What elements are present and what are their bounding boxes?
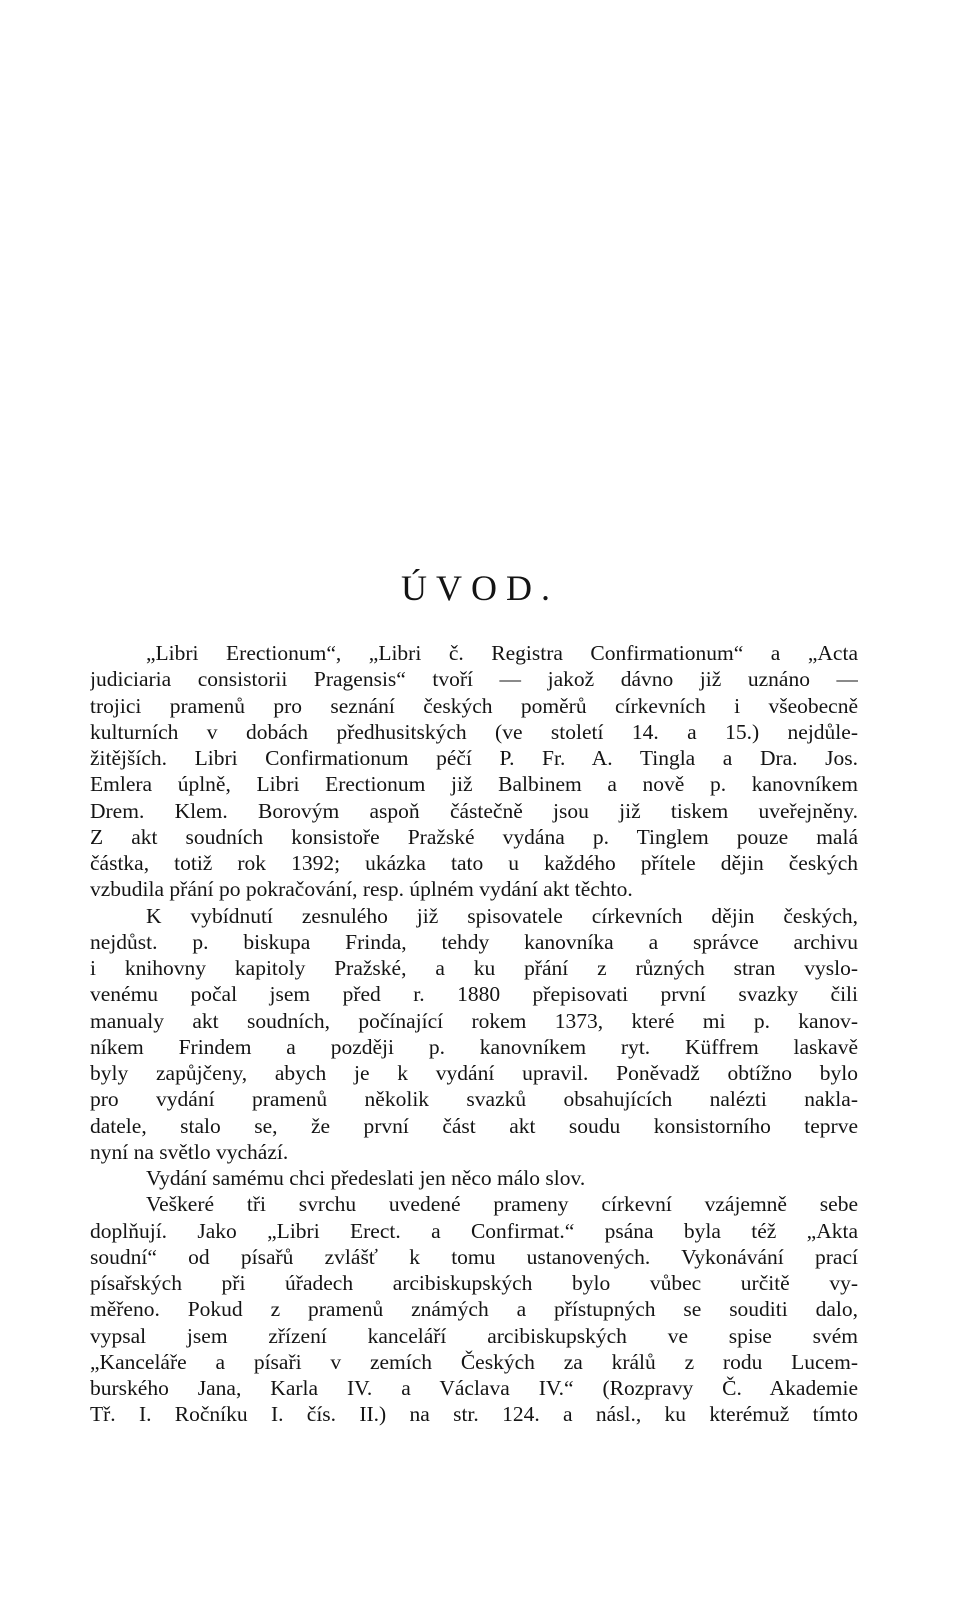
text-line: měřeno. Pokud z pramenů známých a přístupných se souditi dalo,	[90, 1297, 858, 1322]
text-line: Emlera úplně, Libri Erectionum již Balbinem a nově p. kanovníkem	[90, 772, 858, 797]
text-line: judiciaria consistorii Pragensis“ tvoří — jakož dávno již uznáno —	[90, 667, 858, 692]
text-line: „Kanceláře a písaři v zemích Českých za králů z rodu Lucem-	[90, 1349, 858, 1374]
text-line: nyní na světlo vychází.	[90, 1139, 289, 1164]
body-text	[90, 640, 858, 1428]
text-line: nejdůst. p. biskupa Frinda, tehdy kanovníka a správce archivu	[90, 929, 858, 954]
text-line: soudní“ od písařů zvlášť k tomu ustanovených. Vykonávání prací	[90, 1244, 858, 1269]
text-line: pro vydání pramenů několik svazků obsahujících nalézti nakla-	[90, 1087, 858, 1112]
text-line: Z akt soudních konsistoře Pražské vydána p. Tinglem pouze malá	[90, 824, 858, 849]
text-line: písařských při úřadech arcibiskupských bylo vůbec určitě vy-	[90, 1271, 858, 1295]
page-title: ÚVOD.	[401, 568, 559, 608]
text-line: Vydání samému chci předeslati jen něco málo slov.	[146, 1166, 586, 1190]
text-line: „Libri Erectionum“, „Libri č. Registra Confirmationum“ a „Acta	[146, 641, 858, 665]
text-line: vzbudila přání po pokračování, resp. úplném vydání akt těchto.	[90, 877, 633, 902]
text-line: datele, stalo se, že první část akt soudu konsistorního teprve	[90, 1113, 858, 1138]
text-line: doplňují. Jako „Libri Erect. a Confirmat.“ psána byla též „Akta	[90, 1218, 858, 1243]
text-line: vypsal jsem zřízení kanceláří arcibiskupských ve spise svém	[90, 1323, 858, 1348]
text-line: Veškeré tři svrchu uvedené prameny církevní vzájemně sebe	[146, 1192, 858, 1217]
text-line: kulturních v dobách předhusitských (ve století 14. a 15.) nejdůle-	[90, 719, 858, 744]
text-line: byly zapůjčeny, abych je k vydání upravil. Poněvadž obtížno bylo	[90, 1061, 858, 1085]
text-line: žitějších. Libri Confirmationum péčí P. Fr. A. Tingla a Dra. Jos.	[90, 746, 858, 770]
text-line: Drem. Klem. Borovým aspoň částečně jsou již tiskem uveřejněny.	[90, 798, 858, 823]
text-line: K vybídnutí zesnulého již spisovatele církevních dějin českých,	[146, 903, 858, 928]
text-line: venému počal jsem před r. 1880 přepisovati první svazky čili	[90, 982, 858, 1007]
text-line: níkem Frindem a později p. kanovníkem ryt. Küffrem laskavě	[90, 1034, 858, 1059]
text-line: Tř. I. Ročníku I. čís. II.) na str. 124. a násl., ku kterémuž tímto	[90, 1402, 858, 1427]
text-line: částka, totiž rok 1392; ukázka tato u každého přítele dějin českých	[90, 851, 858, 875]
text-line: i knihovny kapitoly Pražské, a ku přání z různých stran vyslo-	[90, 956, 858, 980]
text-line: manualy akt soudních, počínající rokem 1373, které mi p. kanov-	[90, 1008, 858, 1033]
text-line: burského Jana, Karla IV. a Václava IV.“ (Rozpravy Č. Akademie	[90, 1376, 858, 1400]
text-line: trojici pramenů pro seznání českých poměrů církevních i všeobecně	[90, 693, 858, 718]
